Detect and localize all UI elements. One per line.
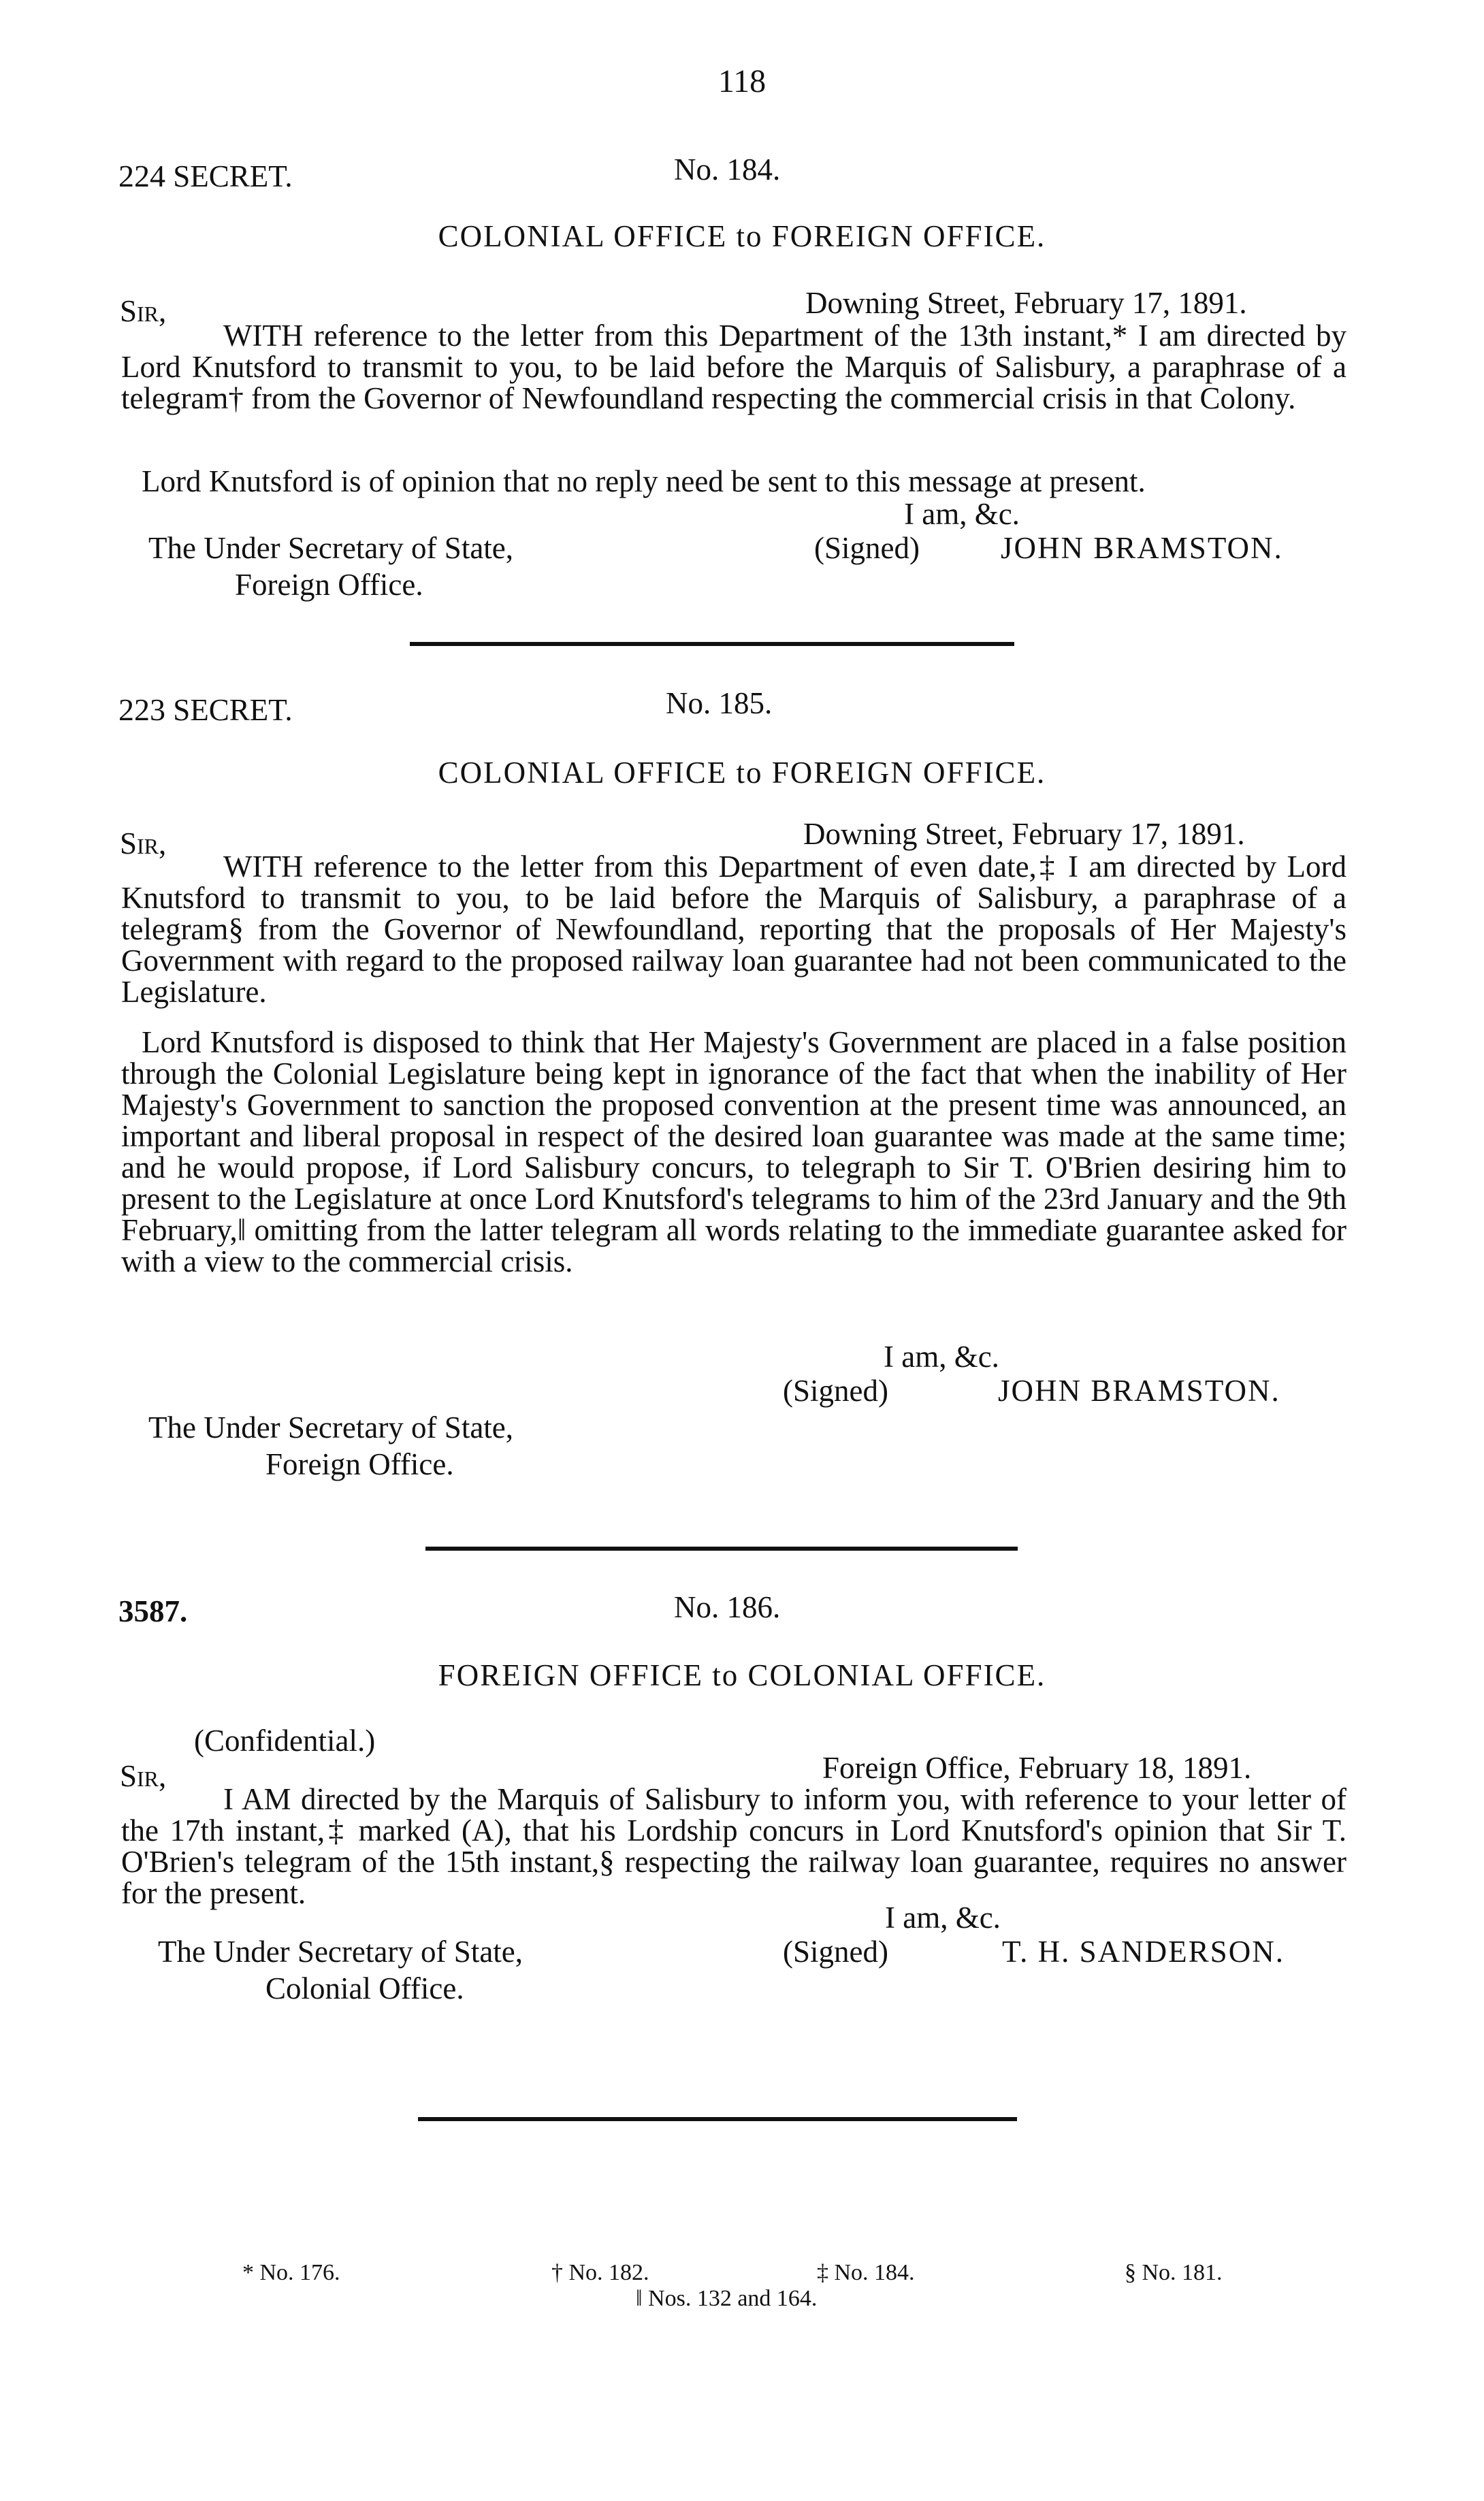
footnote: † No. 182. xyxy=(551,2260,649,2285)
letter-number: No. 186. xyxy=(674,1590,781,1624)
salutation: Sir, xyxy=(120,826,167,860)
footnote: § No. 181. xyxy=(1125,2260,1223,2285)
signatory: JOHN BRAMSTON. xyxy=(1001,531,1283,565)
letter-paragraph: WITH reference to the letter from this Department of the 13th instant,* I am directed by Lord Knutsford to transmit to you, to be laid before the Marquis of Salisbury, a paraphrase of a telegram† from the Governor of Newfoundland respecting the commercial crisis in that Colony. xyxy=(121,319,1346,415)
registry-number: 3587. xyxy=(118,1594,188,1628)
recipient-line: The Under Secretary of State, xyxy=(158,1935,523,1969)
footnote: ‖ Nos. 132 and 164. xyxy=(636,2286,818,2311)
letter-paragraph: WITH reference to the letter from this Department of even date,‡ I am directed by Lord Knutsford to transmit to you, to be laid before the Marquis of Salisbury, a paraphrase of a telegram§ from the Governor of Newfoundland, reporting that the proposals of Her Majesty's Government with regard to the proposed railway loan guarantee had not been communicated to the Legislature. xyxy=(121,850,1346,1009)
letter-number: No. 184. xyxy=(674,152,781,187)
letter-heading: COLONIAL OFFICE to FOREIGN OFFICE. xyxy=(438,756,1046,790)
letter-paragraph: I AM directed by the Marquis of Salisbury to inform you, with reference to your letter of the 17th instant,‡ marked (A), that his Lordship concurs in Lord Knutsford's opinion that Sir T. O'Brien's telegram of the 15th instant,§ respecting the railway loan guarantee, requires no answer for the present. xyxy=(121,1782,1346,1910)
signed-label: (Signed) xyxy=(783,1374,888,1408)
signed-label: (Signed) xyxy=(814,531,920,565)
salutation: Sir, xyxy=(120,294,167,328)
closing: I am, &c. xyxy=(904,497,1020,531)
place-date: Downing Street, February 17, 1891. xyxy=(803,817,1245,851)
footnote: * No. 176. xyxy=(242,2260,340,2285)
letter-paragraph: Lord Knutsford is disposed to think that Her Majesty's Government are placed in a false position through the Colonial Legislature being kept in ignorance of the fact that when the inability of Her Majesty's Government to sanction the proposed convention at the present time was announced, an important and liberal proposal in respect of the desired loan guarantee was made at the same time; and he would propose, if Lord Salisbury concurs, to telegraph to Sir T. O'Brien desiring him to present to the Legislature at once Lord Knutsford's telegrams to him of the 23rd January and the 9th February,‖ omitting from the latter telegram all words relating to the immediate guarantee asked for with a view to the commercial crisis. xyxy=(121,1025,1346,1278)
closing: I am, &c. xyxy=(885,1901,1001,1935)
recipient-line: The Under Secretary of State, xyxy=(148,1410,514,1445)
letter-heading: COLONIAL OFFICE to FOREIGN OFFICE. xyxy=(438,219,1046,253)
registry-number: 224 SECRET. xyxy=(118,159,293,193)
recipient-line: The Under Secretary of State, xyxy=(148,531,514,565)
place-date: Foreign Office, February 18, 1891. xyxy=(822,1751,1252,1785)
section-divider xyxy=(410,642,1014,646)
letter-paragraph: Lord Knutsford is of opinion that no reply need be sent to this message at present. xyxy=(142,464,1146,498)
confidential-marking: (Confidential.) xyxy=(194,1724,376,1758)
registry-number: 223 SECRET. xyxy=(118,692,293,727)
letter-number: No. 185. xyxy=(666,686,773,720)
section-divider xyxy=(418,2117,1017,2121)
salutation: Sir, xyxy=(120,1759,167,1793)
recipient-line: Colonial Office. xyxy=(265,1971,464,2005)
recipient-line: Foreign Office. xyxy=(235,568,423,602)
closing: I am, &c. xyxy=(884,1340,999,1374)
recipient-line: Foreign Office. xyxy=(265,1447,454,1481)
letter-heading: FOREIGN OFFICE to COLONIAL OFFICE. xyxy=(438,1658,1046,1692)
signatory: T. H. SANDERSON. xyxy=(1002,1935,1285,1969)
signatory: JOHN BRAMSTON. xyxy=(998,1374,1280,1408)
section-divider xyxy=(425,1547,1018,1551)
footnote: ‡ No. 184. xyxy=(817,2260,915,2285)
place-date: Downing Street, February 17, 1891. xyxy=(805,286,1247,320)
page-number: 118 xyxy=(717,63,767,99)
signed-label: (Signed) xyxy=(783,1935,888,1969)
